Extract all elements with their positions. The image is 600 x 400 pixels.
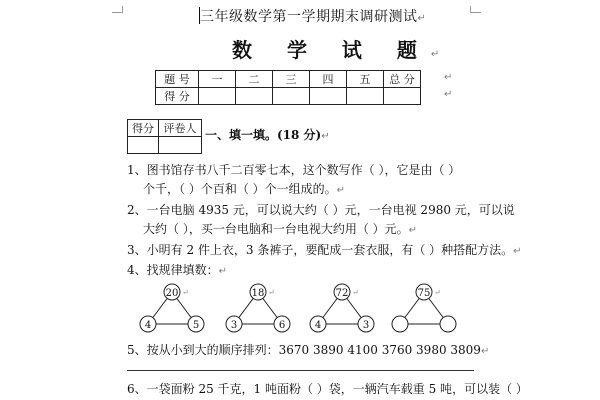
score-cell[interactable] bbox=[384, 88, 421, 105]
exam-title[interactable]: 三年级数学第一学期期末调研测试↵ bbox=[200, 9, 427, 25]
score-cell[interactable] bbox=[273, 88, 310, 105]
grader-box bbox=[127, 119, 202, 154]
question-1: 1、图书馆存书八千二百零七本，这个数写作（ ），它是由（ ） bbox=[127, 163, 461, 177]
grader-score-label: 得分 bbox=[128, 120, 159, 137]
crop-mark-right bbox=[470, 6, 481, 13]
pattern-top-value: 72 bbox=[335, 288, 349, 299]
score-table-score-row bbox=[156, 88, 421, 105]
pattern-left-value: 4 bbox=[144, 320, 152, 331]
score-cell[interactable] bbox=[236, 88, 273, 105]
score-cell[interactable]: 总 分 bbox=[384, 71, 421, 88]
return-mark: ↵ bbox=[352, 288, 359, 297]
pattern-top-value: 18 bbox=[251, 288, 265, 299]
score-cell[interactable] bbox=[347, 88, 384, 105]
pattern-right-value: 5 bbox=[192, 320, 200, 331]
question-2: 2、一台电脑 4935 元，可以说大约（ ）元，一台电视 2980 元，可以说 bbox=[127, 203, 515, 217]
pattern-triangle-3 bbox=[310, 282, 380, 336]
answer-line[interactable] bbox=[127, 370, 474, 371]
pattern-right-value: 3 bbox=[362, 320, 370, 331]
score-cell[interactable]: 二 bbox=[236, 71, 273, 88]
grader-name-cell[interactable] bbox=[159, 137, 202, 154]
question-6: 6、一袋面粉 25 千克，1 吨面粉（ ）袋，一辆汽车载重 5 吨，可以装（ ） bbox=[127, 382, 528, 396]
score-cell[interactable] bbox=[310, 88, 347, 105]
pattern-right-value: 6 bbox=[278, 320, 286, 331]
pattern-top-value: 20 bbox=[165, 288, 179, 299]
return-mark: ↵ bbox=[444, 72, 453, 83]
pattern-triangle-1 bbox=[140, 282, 210, 336]
pattern-circle-blank[interactable] bbox=[440, 316, 456, 332]
pattern-triangle-2 bbox=[226, 282, 296, 336]
pattern-left-value: 4 bbox=[314, 320, 322, 331]
question-5: 5、按从小到大的顺序排列：3670 3890 4100 3760 3980 3809↵ bbox=[127, 343, 490, 357]
score-cell[interactable] bbox=[199, 88, 236, 105]
return-mark: ↵ bbox=[434, 288, 441, 297]
score-cell[interactable]: 一 bbox=[199, 71, 236, 88]
grader-score-cell[interactable] bbox=[128, 137, 159, 154]
question-4: 4、找规律填数：↵ bbox=[127, 263, 228, 277]
pattern-triangle-4 bbox=[392, 282, 462, 336]
score-cell[interactable]: 五 bbox=[347, 71, 384, 88]
return-mark: ↵ bbox=[444, 89, 453, 100]
score-cell[interactable]: 题 号 bbox=[156, 71, 199, 88]
score-cell[interactable]: 四 bbox=[310, 71, 347, 88]
question-3: 3、小明有 2 件上衣，3 条裤子，要配成一套衣服，有（ ）种搭配方法。↵ bbox=[127, 243, 522, 257]
score-table bbox=[155, 70, 421, 105]
grader-name-label: 评卷人 bbox=[159, 120, 202, 137]
score-cell[interactable]: 得 分 bbox=[156, 88, 199, 105]
score-cell[interactable]: 三 bbox=[273, 71, 310, 88]
pattern-top-value: 75 bbox=[417, 288, 431, 299]
pattern-left-value: 3 bbox=[230, 320, 238, 331]
pattern-circle-blank[interactable] bbox=[392, 316, 408, 332]
question-1-continued: 个千，（ ）个百和（ ）个一组成的。↵ bbox=[143, 182, 346, 196]
question-2-continued: 大约（ ），买一台电脑和一台电视大约用（ ）元。↵ bbox=[143, 222, 418, 236]
return-mark: ↵ bbox=[182, 288, 189, 297]
subject-title[interactable]: 数 学 试 题↵ bbox=[232, 38, 454, 62]
crop-mark-left bbox=[112, 6, 123, 13]
return-mark: ↵ bbox=[268, 288, 275, 297]
score-table-header-row bbox=[156, 71, 421, 88]
section-heading: 一、填一填。(18 分)↵ bbox=[205, 128, 330, 142]
